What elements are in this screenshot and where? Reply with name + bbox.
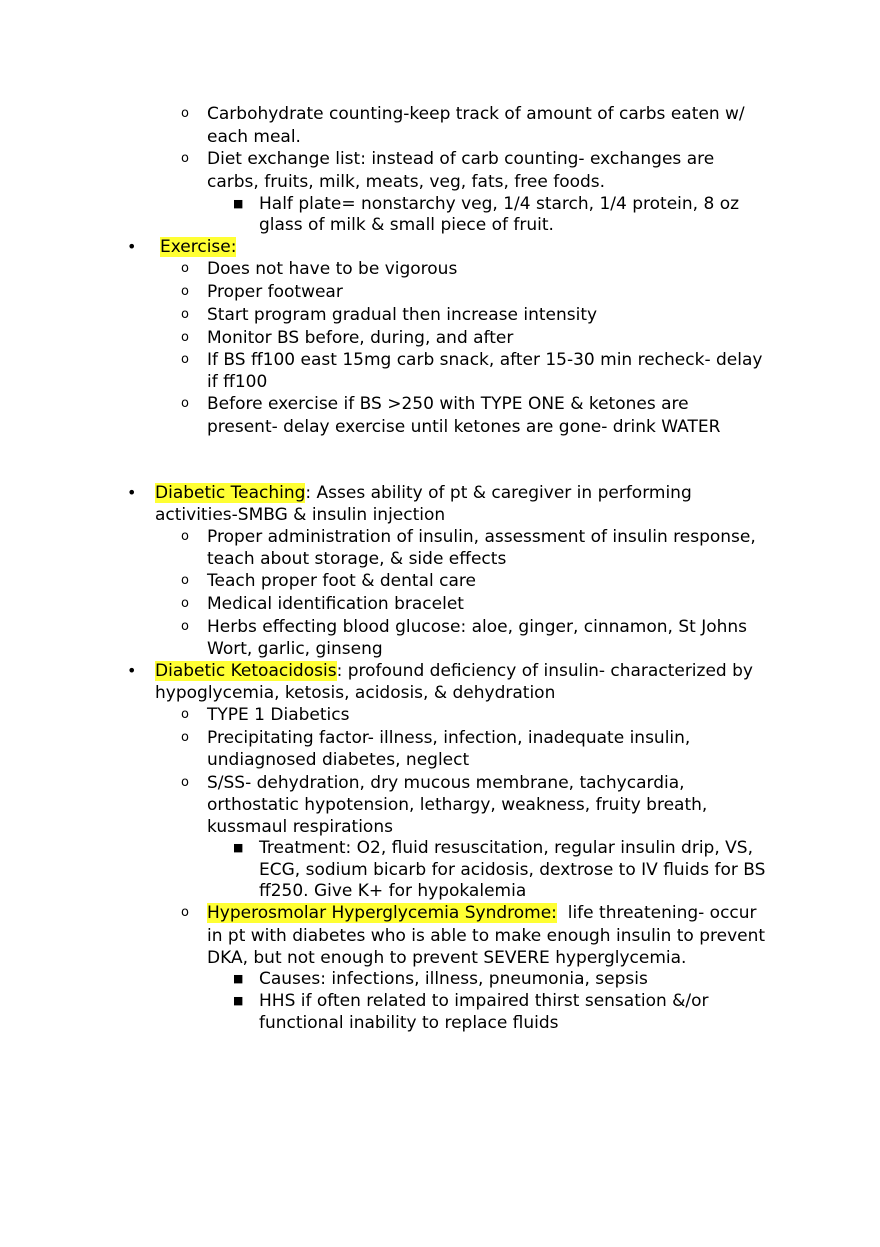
thirst-line-1: HHS if often related to impaired thirst sensation &/or — [259, 991, 709, 1011]
half-plate-line-2: glass of milk & small piece of fruit. — [259, 215, 554, 235]
teaching-line-1 — [155, 482, 692, 504]
circle-bullet-icon: o — [181, 905, 189, 920]
teaching-heading: Diabetic Teaching — [155, 483, 306, 503]
hhs-line-2: in pt with diabetes who is able to make enough insulin to prevent — [207, 926, 766, 946]
half-plate-line-1: Half plate= nonstarchy veg, 1/4 starch, 1/4 protein, 8 oz — [259, 194, 740, 214]
dka-line-1 — [155, 660, 753, 682]
sss-line-1: S/SS- dehydration, dry mucous membrane, tachycardia, — [207, 773, 685, 793]
exchange-line-1: Diet exchange list: instead of carb counting- exchanges are — [207, 149, 715, 169]
circle-bullet-icon: o — [181, 151, 189, 166]
carb-counting-line-1: Carbohydrate counting-keep track of amount of carbs eaten w/ — [207, 104, 745, 124]
causes-item: Causes: infections, illness, pneumonia, sepsis — [259, 969, 648, 989]
exercise-heading-text: Exercise: — [160, 237, 237, 257]
exercise-item: Proper footwear — [207, 282, 343, 302]
exercise-item: Start program gradual then increase intensity — [207, 305, 598, 325]
circle-bullet-icon: o — [181, 619, 189, 634]
hhs-line-1 — [207, 902, 757, 924]
bs100-line-2: if ff100 — [207, 372, 268, 392]
square-bullet-icon: ■ — [233, 972, 244, 985]
exercise-heading — [160, 236, 236, 258]
bs250-line-1: Before exercise if BS >250 with TYPE ONE & ketones are — [207, 394, 689, 414]
bs250-line-2: present- delay exercise until ketones are gone- drink WATER — [207, 417, 721, 437]
disc-bullet-icon: • — [127, 661, 137, 680]
circle-bullet-icon: o — [181, 307, 189, 322]
circle-bullet-icon: o — [181, 573, 189, 588]
dka-heading-rest: : profound deficiency of insulin- characterized by — [336, 661, 753, 681]
herbs-line-2: Wort, garlic, ginseng — [207, 639, 383, 659]
exercise-item: Monitor BS before, during, and after — [207, 328, 514, 348]
treatment-line-1: Treatment: O2, fluid resuscitation, regular insulin drip, VS, — [259, 838, 753, 858]
carb-counting-line-2: each meal. — [207, 127, 301, 147]
treatment-line-2: ECG, sodium bicarb for acidosis, dextrose to IV fluids for BS — [259, 860, 766, 880]
precip-line-2: undiagnosed diabetes, neglect — [207, 750, 470, 770]
circle-bullet-icon: o — [181, 596, 189, 611]
precip-line-1: Precipitating factor- illness, infection, inadequate insulin, — [207, 728, 691, 748]
sss-line-3: kussmaul respirations — [207, 817, 393, 837]
square-bullet-icon: ■ — [233, 841, 244, 854]
bracelet-item: Medical identification bracelet — [207, 594, 464, 614]
circle-bullet-icon: o — [181, 352, 189, 367]
circle-bullet-icon: o — [181, 529, 189, 544]
herbs-line-1: Herbs effecting blood glucose: aloe, ginger, cinnamon, St Johns — [207, 617, 748, 637]
bs100-line-1: If BS ff100 east 15mg carb snack, after 15-30 min recheck- delay — [207, 350, 763, 370]
exchange-line-2: carbs, fruits, milk, meats, veg, fats, free foods. — [207, 172, 606, 192]
circle-bullet-icon: o — [181, 707, 189, 722]
circle-bullet-icon: o — [181, 730, 189, 745]
square-bullet-icon: ■ — [233, 994, 244, 1007]
teaching-line-2: activities-SMBG & insulin injection — [155, 505, 446, 525]
teaching-heading-rest: : Asses ability of pt & caregiver in performing — [305, 483, 692, 503]
insulin-line-1: Proper administration of insulin, assessment of insulin response, — [207, 527, 756, 547]
hhs-heading: Hyperosmolar Hyperglycemia Syndrome: — [207, 903, 557, 923]
dka-line-2: hypoglycemia, ketosis, acidosis, & dehydration — [155, 683, 556, 703]
foot-care-item: Teach proper foot & dental care — [207, 571, 476, 591]
thirst-line-2: functional inability to replace fluids — [259, 1013, 559, 1033]
disc-bullet-icon: • — [127, 237, 137, 256]
circle-bullet-icon: o — [181, 330, 189, 345]
sss-line-2: orthostatic hypotension, lethargy, weakness, fruity breath, — [207, 795, 708, 815]
circle-bullet-icon: o — [181, 775, 189, 790]
exercise-item: Does not have to be vigorous — [207, 259, 458, 279]
hhs-heading-rest: life threatening- occur — [556, 903, 757, 923]
square-bullet-icon: ■ — [233, 197, 244, 210]
circle-bullet-icon: o — [181, 284, 189, 299]
circle-bullet-icon: o — [181, 106, 189, 121]
insulin-line-2: teach about storage, & side effects — [207, 549, 507, 569]
circle-bullet-icon: o — [181, 261, 189, 276]
treatment-line-3: ff250. Give K+ for hypokalemia — [259, 881, 527, 901]
hhs-line-3: DKA, but not enough to prevent SEVERE hyperglycemia. — [207, 948, 687, 968]
type1-item: TYPE 1 Diabetics — [207, 705, 350, 725]
circle-bullet-icon: o — [181, 396, 189, 411]
disc-bullet-icon: • — [127, 483, 137, 502]
dka-heading: Diabetic Ketoacidosis — [155, 661, 337, 681]
